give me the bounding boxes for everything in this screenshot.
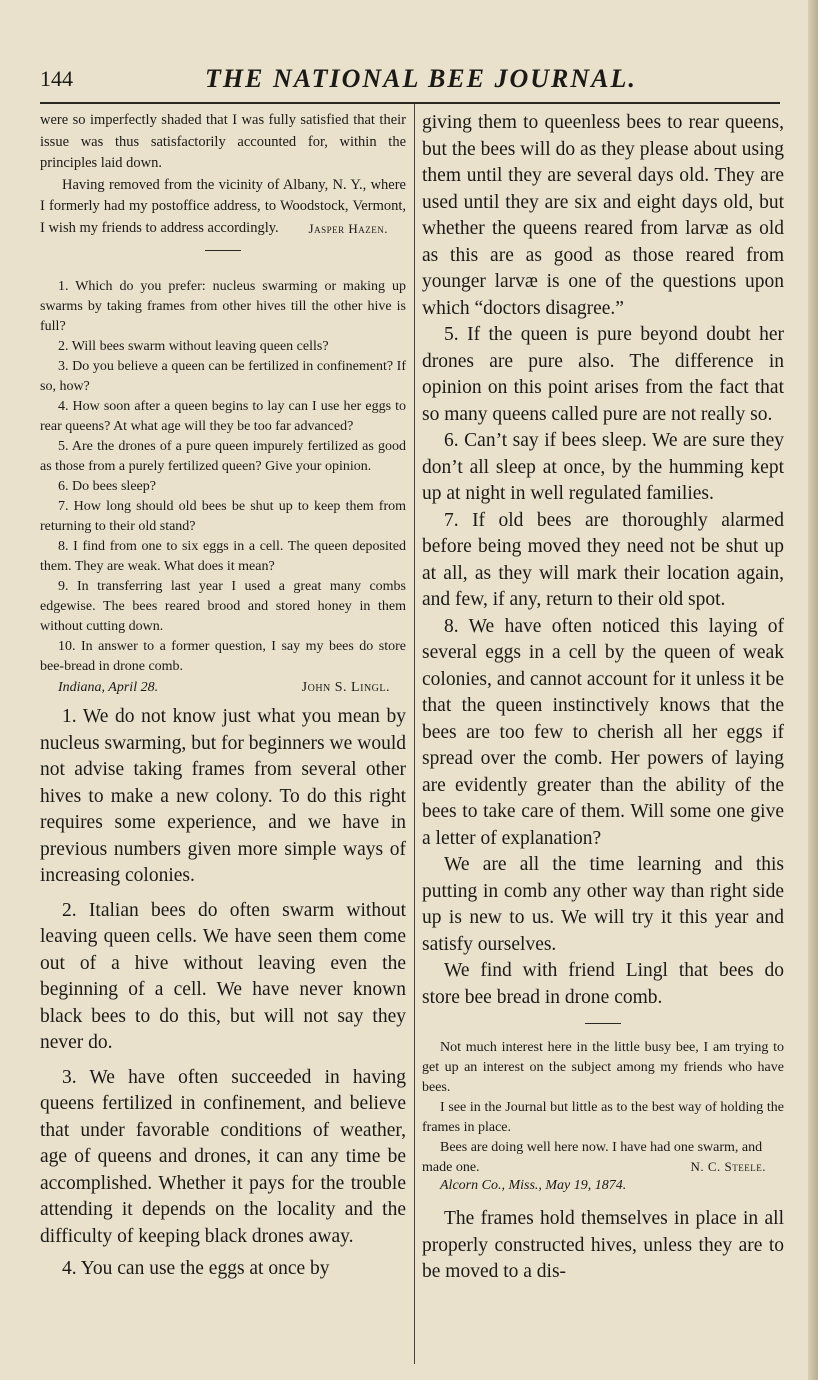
- steele-signature: N. C. Steele.: [690, 1159, 766, 1174]
- answer-9: We are all the time learning and this putting in comb any other way than right side up is new to us. We will try it this year and satisfy ourselves.: [422, 854, 784, 955]
- closing-paragraph: The frames hold themselves in place in all properly constructed hives, unless they are to be moved to a dis-: [422, 1208, 784, 1282]
- header-rule: [40, 102, 780, 104]
- steele-paragraph-2: I see in the Journal but little as to the best way of holding the frames in place.: [422, 1100, 784, 1135]
- answer-8: 8. We have often noticed this laying of several eggs in a cell by the queen of weak colonies, and cannot account for it unless it be that the queen instinctively knows that the bees are too few to cherish all her eggs if spread over the comb. Her powers of laying are evidently greater than the ability of the bees to take care of them. Will some one give a letter of explanation?: [422, 615, 784, 849]
- page-edge: [808, 0, 818, 1380]
- hazen-paragraph-2: Having removed from the vicinity of Albany, N. Y., where I formerly had my postoffice address, to Woodstock, Vermont, I wish my friends to address accordingly.: [40, 176, 406, 236]
- question-9: 9. In transferring last year I used a great many combs edgewise. The bees reared brood and stored honey in them without cutting down.: [40, 579, 406, 634]
- right-column: [422, 110, 784, 1286]
- answer-4-start: 4. You can use the eggs at once by: [62, 1258, 330, 1279]
- answer-3: 3. We have often succeeded in having queens fertilized in confinement, and believe that under favorable conditions of weather, age of queens and drones, it can any time be accomplished. Whether it pays for the trouble attending it depends on the locality and the difficulty of keeping black drones away.: [40, 1066, 406, 1247]
- questions-list: [40, 277, 406, 677]
- section-divider: [205, 250, 241, 251]
- answer-7: 7. If old bees are thoroughly alarmed before being moved they need not be shut up at all, as they will mark their location again, and few, if any, return to their old spot.: [422, 509, 784, 610]
- lingl-signature: John S. Lingl.: [301, 680, 390, 695]
- question-2: 2. Will bees swarm without leaving queen cells?: [58, 339, 329, 354]
- question-1: 1. Which do you prefer: nucleus swarming or making up swarms by taking frames from other hives till the other hive is full?: [40, 279, 406, 334]
- question-6: 6. Do bees sleep?: [58, 479, 156, 494]
- hazen-paragraph-1: were so imperfectly shaded that I was fully satisfied that their issue was thus satisfactorily accounted for, within the principles laid down.: [40, 112, 406, 171]
- answer-4-cont: giving them to queenless bees to rear queens, but the bees will do as they please about using them until they are several days old. They are used until they are six and eight days old, but whether the queens reared from larvæ as old as this are as good as those reared from younger larvæ is one of the questions upon which “doctors disagree.”: [422, 112, 784, 319]
- section-divider-right: [585, 1023, 621, 1024]
- answer-6: 6. Can’t say if bees sleep. We are sure they don’t all sleep at once, by the humming kept up at night in well regulated families.: [422, 430, 784, 504]
- question-4: 4. How soon after a queen begins to lay can I use her eggs to rear queens? At what age will they be too far advanced?: [40, 399, 406, 434]
- steele-paragraph-3: Bees are doing well here now. I have had one swarm, and made one.: [422, 1140, 763, 1175]
- question-8: 8. I find from one to six eggs in a cell. The queen deposited them. They are weak. What does it mean?: [40, 539, 406, 574]
- question-7: 7. How long should old bees be shut up to keep them from returning to their old stand?: [40, 499, 406, 534]
- answer-1: 1. We do not know just what you mean by nucleus swarming, but for beginners we would not advise taking frames from several other hives to make a new colony. To do this right requires some experience, and we have in previous numbers given more simple ways of increasing colonies.: [40, 706, 406, 886]
- answers-left: [40, 704, 406, 1283]
- answer-5: 5. If the queen is pure beyond doubt her drones are pure also. The difference in opinion on this point arises from the fact that so many queens called pure are not really so.: [422, 324, 784, 425]
- answer-2: 2. Italian bees do often swarm without leaving queen cells. We have seen them come out of a hive without leaving even the beginning of a cell. We have never known black bees to do this, but will not say they never do.: [40, 899, 406, 1053]
- page-header: [40, 62, 780, 98]
- steele-place: Alcorn Co., Miss., May 19, 1874.: [440, 1178, 627, 1193]
- left-column: [40, 110, 406, 1283]
- question-3: 3. Do you believe a queen can be fertilized in confinement? If so, how?: [40, 359, 406, 394]
- lingl-signature-line: [40, 677, 406, 698]
- hazen-signature: Jasper Hazen.: [308, 221, 388, 236]
- journal-title: THE NATIONAL BEE JOURNAL.: [205, 64, 637, 93]
- page-number: 144: [40, 66, 73, 91]
- steele-paragraph-1: Not much interest here in the little busy bee, I am trying to get up an interest on the subject among my friends who have bees.: [422, 1040, 784, 1095]
- lingl-place: Indiana, April 28.: [58, 680, 159, 695]
- question-5: 5. Are the drones of a pure queen impurely fertilized as good as those from a purely fertilized queen? Give your opinion.: [40, 439, 406, 474]
- question-10: 10. In answer to a former question, I say my bees do store bee-bread in drone comb.: [40, 639, 406, 674]
- answer-10: We find with friend Lingl that bees do store bee bread in drone comb.: [422, 960, 784, 1008]
- column-rule: [414, 104, 415, 1364]
